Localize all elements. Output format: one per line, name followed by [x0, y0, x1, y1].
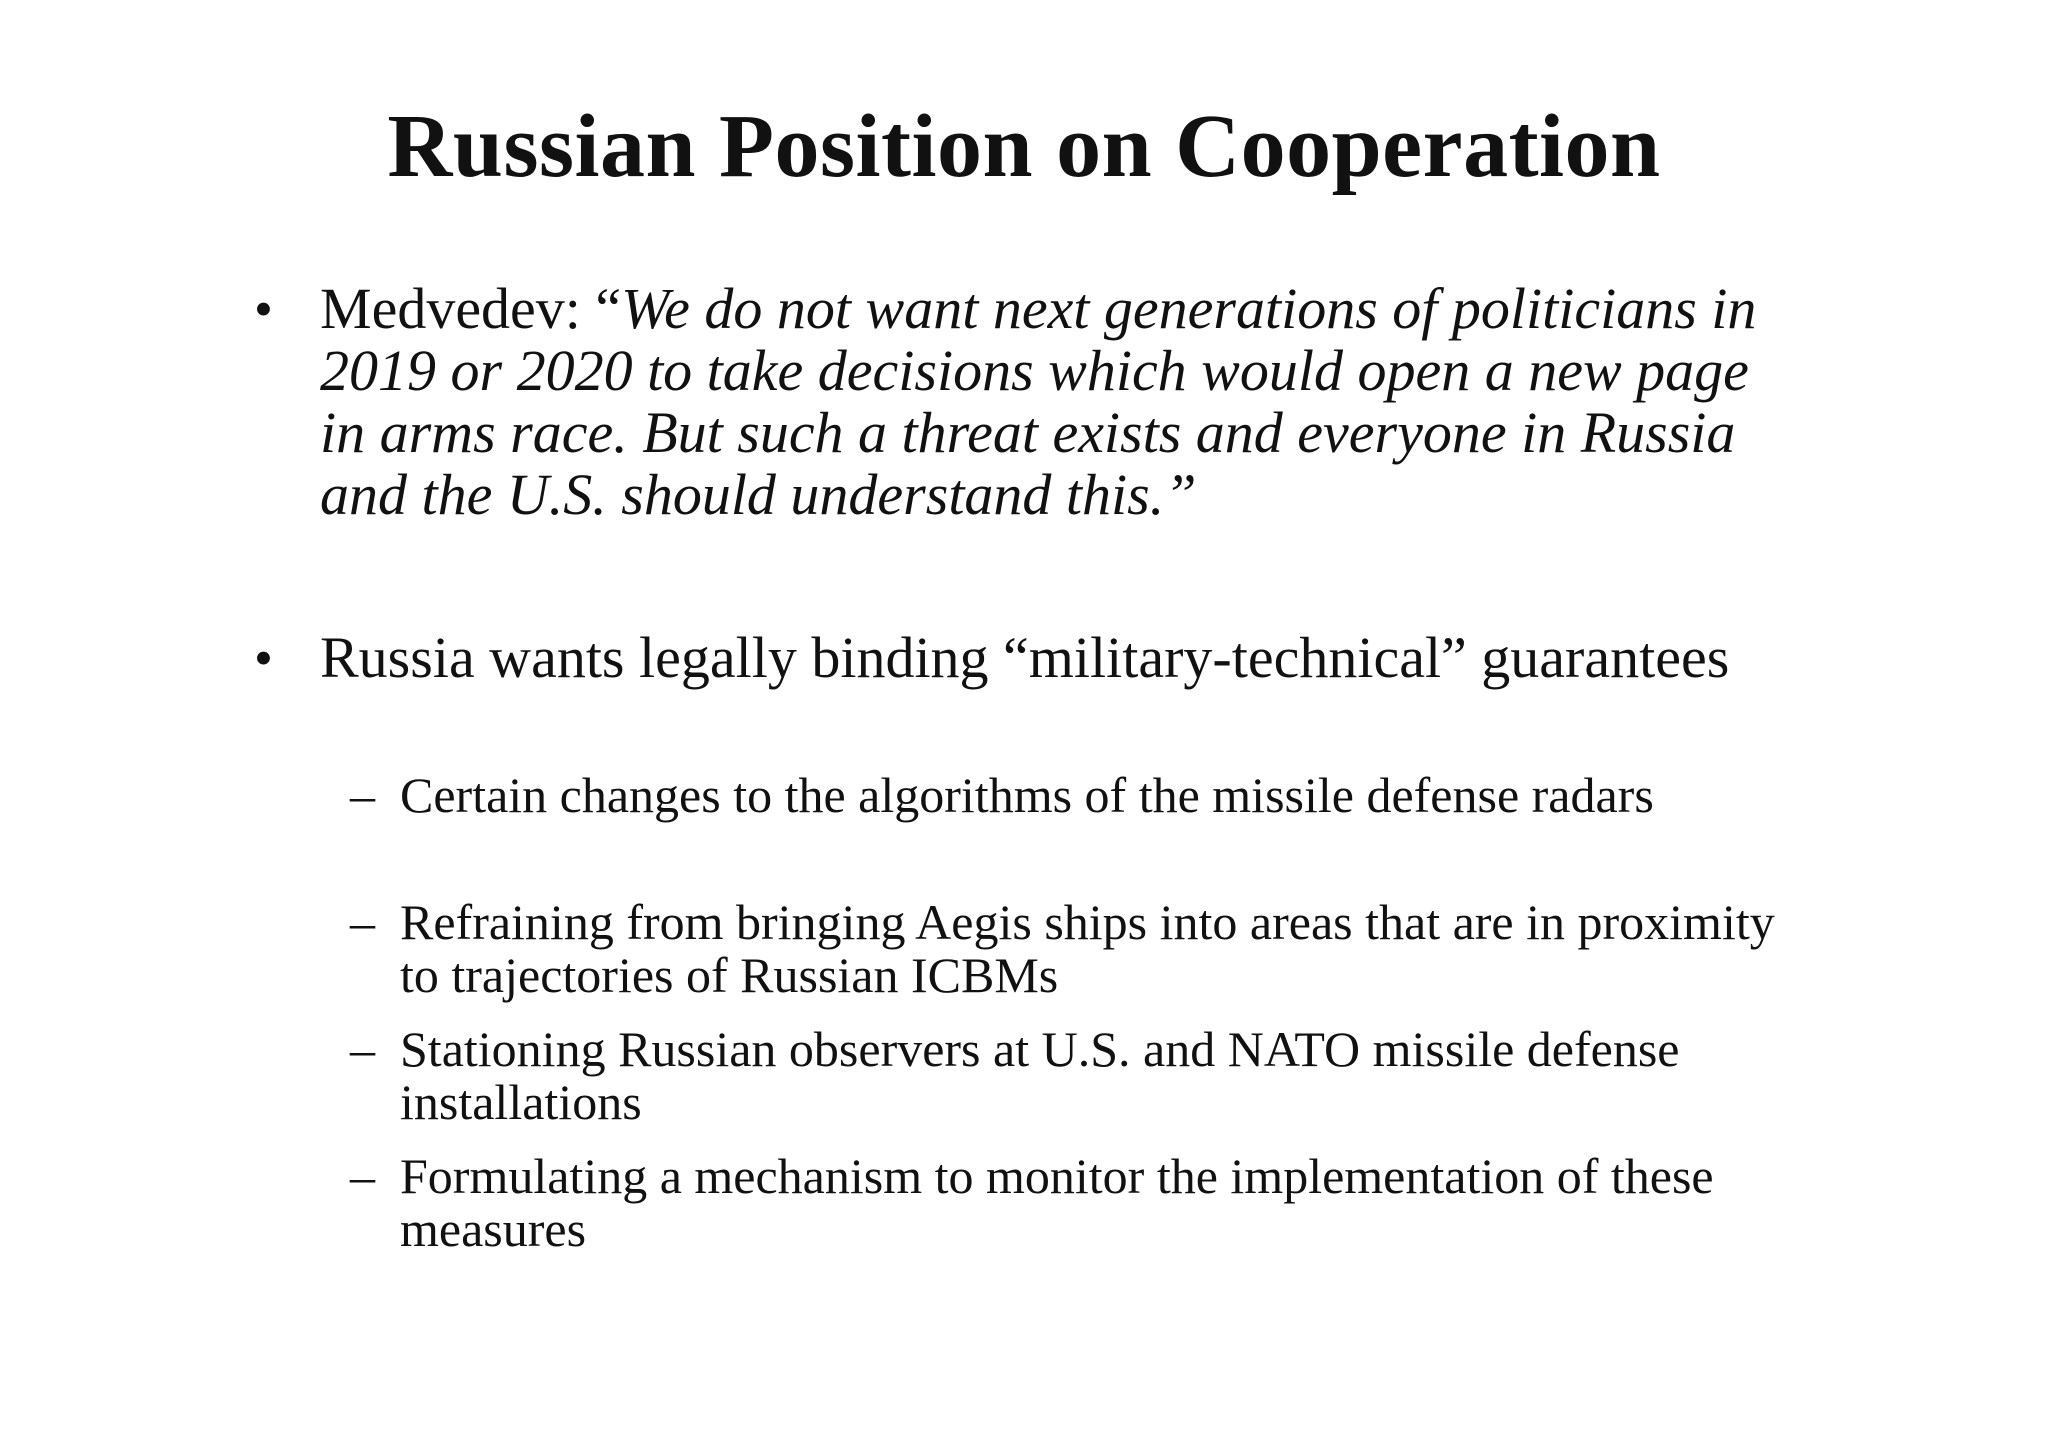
- sub-bullet-aegis-ships: [350, 894, 1820, 1003]
- sub-bullet-radar-algorithms: [350, 767, 1820, 823]
- quote-speaker: Medvedev:: [320, 276, 596, 341]
- quote-text: We do not want next generations of politicians in 2019 or 2020 to take decisions which would open a new page in arms race. But such a threat exists and everyone in Russia and the U.S. should understand this.: [320, 276, 1757, 527]
- sub-bullet-marker: –: [350, 767, 375, 823]
- bullet-text: Russia wants legally binding “military-technical” guarantees: [320, 625, 1730, 690]
- bullet-guarantees: [254, 625, 1800, 690]
- sub-bullet-text: Formulating a mechanism to monitor the implementation of these measures: [400, 1148, 1714, 1257]
- bullet-medvedev-quote: [254, 276, 1800, 527]
- quote-open-mark: “: [595, 276, 622, 341]
- bullet-marker: •: [254, 628, 273, 688]
- sub-bullet-marker: –: [350, 894, 375, 950]
- bullet-marker: •: [254, 279, 273, 339]
- sub-bullet-text: Stationing Russian observers at U.S. and NATO missile defense installations: [400, 1021, 1680, 1130]
- sub-bullet-text: Refraining from bringing Aegis ships into areas that are in proximity to trajectories of Russian ICBMs: [400, 894, 1775, 1003]
- sub-bullet-monitoring-mechanism: [350, 1148, 1820, 1257]
- sub-bullet-text: Certain changes to the algorithms of the missile defense radars: [400, 767, 1654, 823]
- quote-close-mark: ”: [1164, 462, 1197, 527]
- sub-bullet-marker: –: [350, 1148, 375, 1204]
- sub-bullet-observers: [350, 1021, 1820, 1130]
- sub-bullet-marker: –: [350, 1021, 375, 1077]
- slide-title: Russian Position on Cooperation: [387, 97, 1661, 196]
